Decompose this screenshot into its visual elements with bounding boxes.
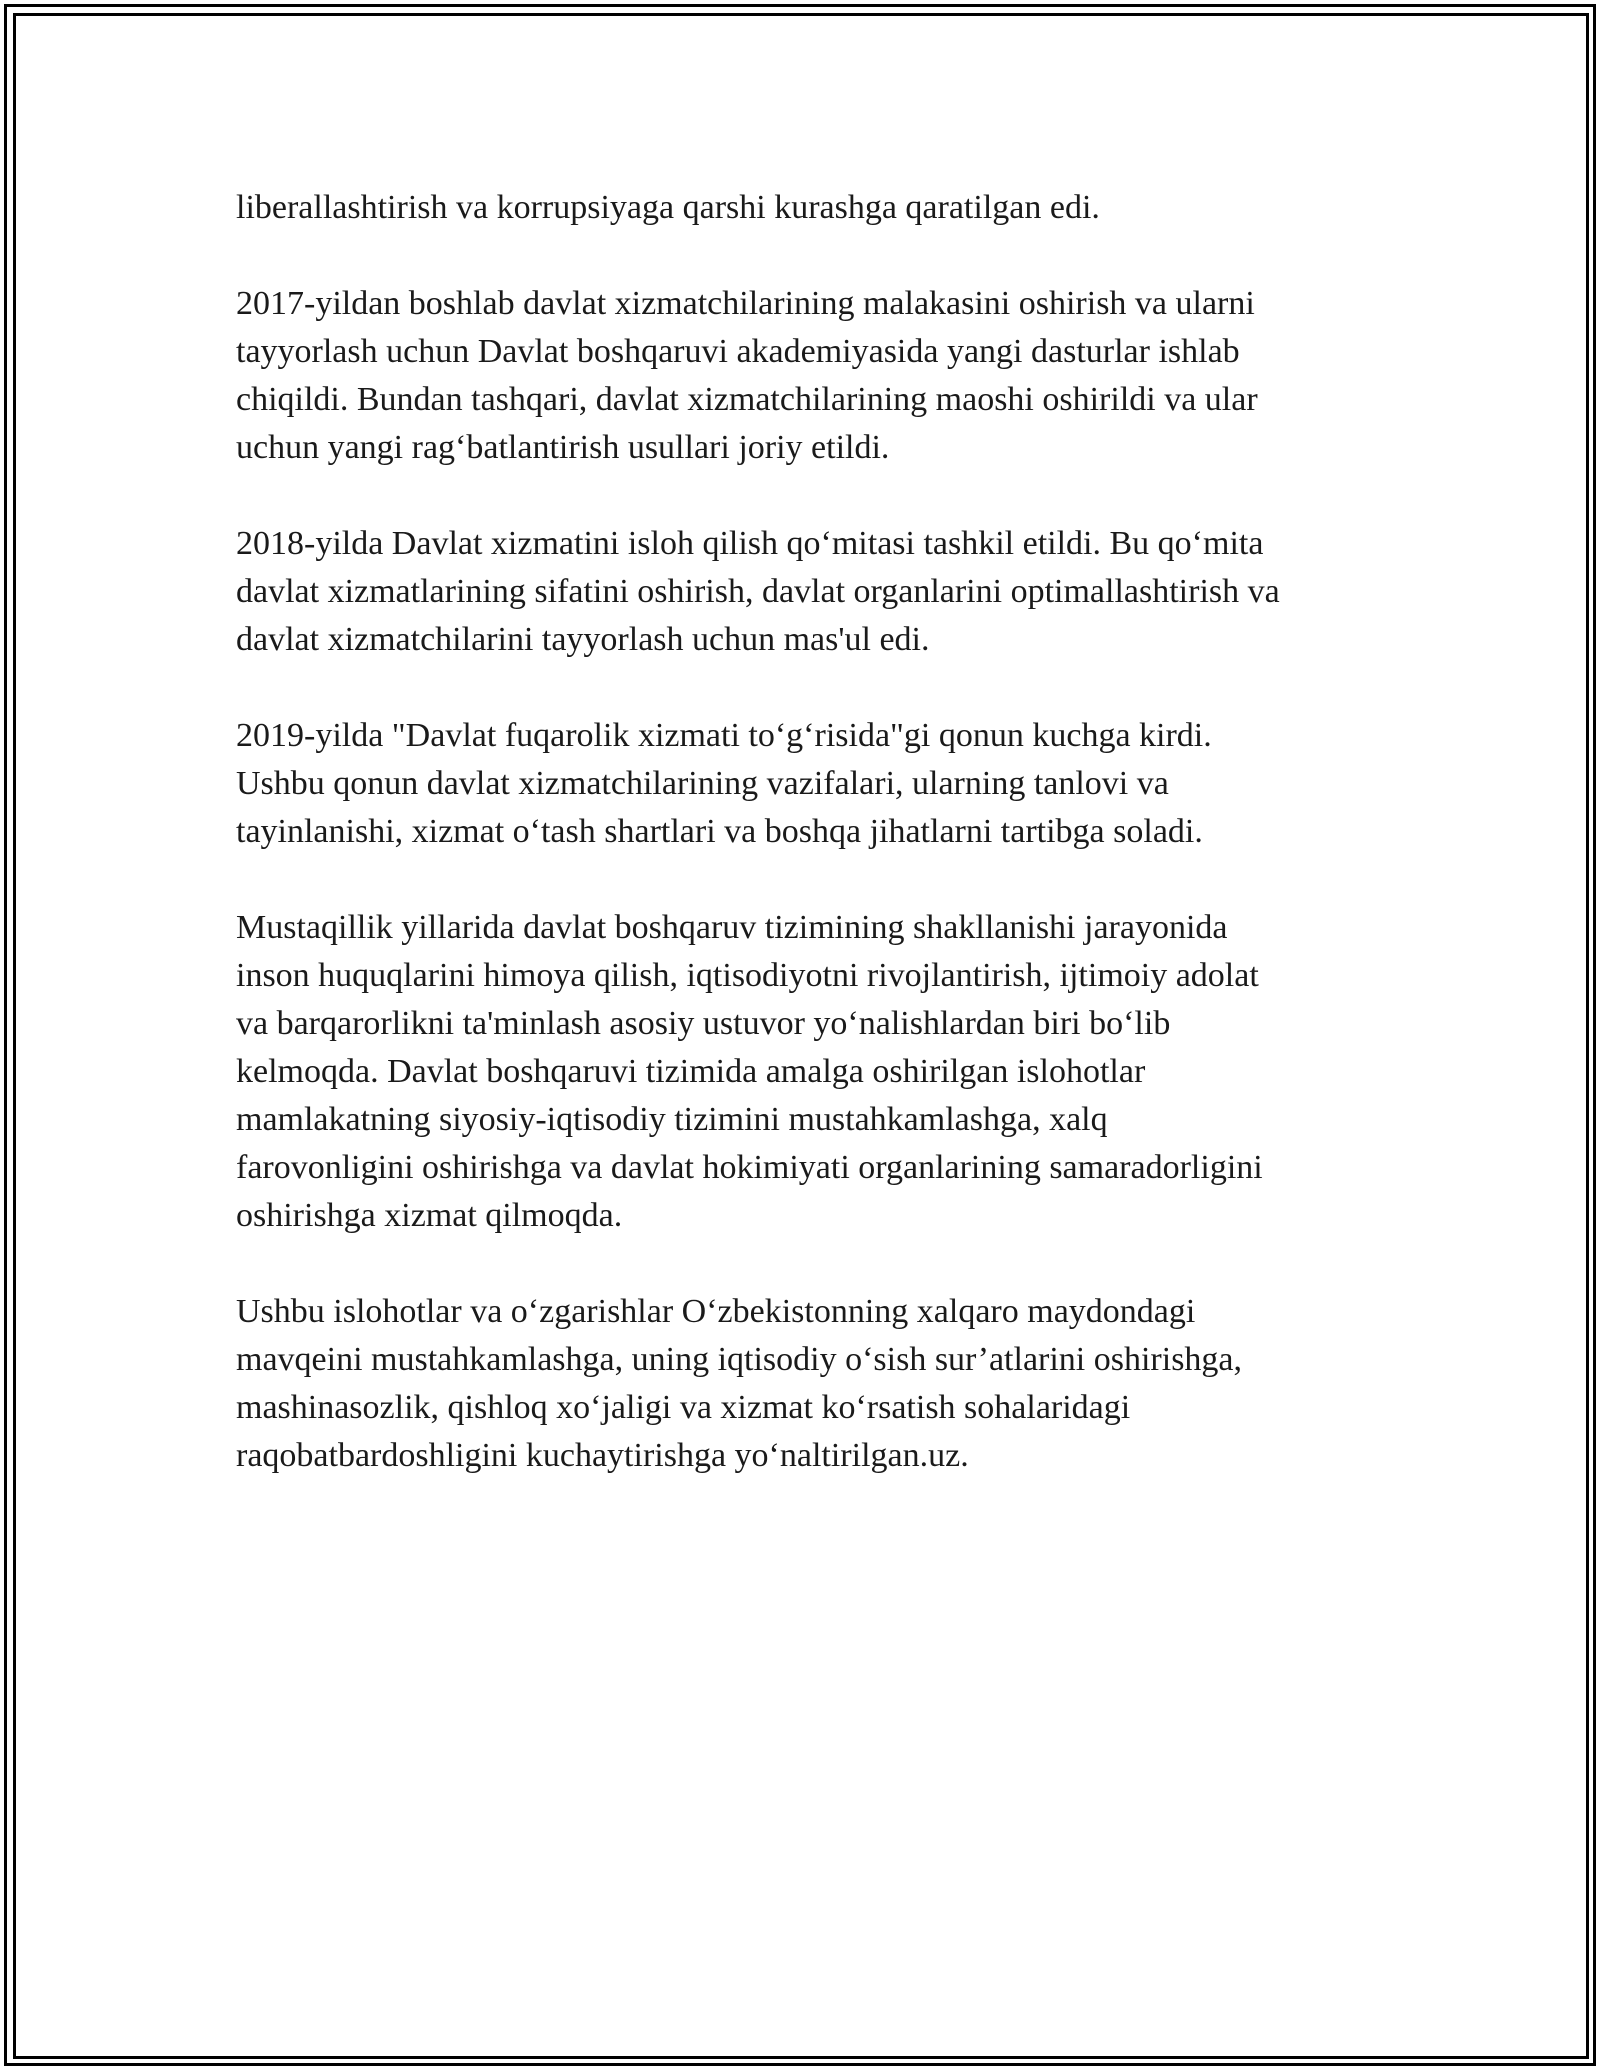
paragraph-independence-years: Mustaqillik yillarida davlat boshqaruv tizimining shakllanishi jarayonida inson huquqlarini himoya qilish, iqtisodiyotni rivojlantirish, ijtimoiy adolat va barqarorlikni ta'minlash asosiy ustuvor yo‘nalishlardan biri bo‘lib kelmoqda. Davlat boshqaruvi tizimida amalga oshirilgan islohotlar mamlakatning siyosiy-iqtisodiy tizimini mustahkamlashga, xalq farovonligini oshirishga va davlat hokimiyati organlarining samaradorligini oshirishga xizmat qilmoqda.	[236, 909, 1263, 1234]
paragraph-2018: 2018-yilda Davlat xizmatini isloh qilish qo‘mitasi tashkil etildi. Bu qo‘mita davlat xizmatlarining sifatini oshirish, davlat organlarini optimallashtirish va davlat xizmatchilarini tayyorlash uchun mas'ul edi.	[236, 525, 1280, 658]
paragraph-2019: 2019-yilda "Davlat fuqarolik xizmati to‘g‘risida"gi qonun kuchga kirdi. Ushbu qonun davlat xizmatchilarining vazifalari, ularning tanlovi va tayinlanishi, xizmat o‘tash shartlari va boshqa jihatlarni tartibga soladi.	[236, 717, 1212, 850]
paragraph-2017: 2017-yildan boshlab davlat xizmatchilarining malakasini oshirish va ularni tayyorlash uchun Davlat boshqaruvi akademiyasida yangi dasturlar ishlab chiqildi. Bundan tashqari, davlat xizmatchilarining maoshi oshirildi va ular uchun yangi rag‘batlantirish usullari joriy etildi.	[236, 285, 1258, 466]
paragraph-continuation: liberallashtirish va korrupsiyaga qarshi kurashga qaratilgan edi.	[236, 189, 1100, 226]
document-body	[236, 184, 1386, 1528]
paragraph-reforms-conclusion: Ushbu islohotlar va o‘zgarishlar O‘zbekistonning xalqaro maydondagi mavqeini mustahkamlashga, uning iqtisodiy o‘sish sur’atlarini oshirishga, mashinasozlik, qishloq xo‘jaligi va xizmat ko‘rsatish sohalaridagi raqobatbardoshligini kuchaytirishga yo‘naltirilgan.uz.	[236, 1293, 1243, 1474]
